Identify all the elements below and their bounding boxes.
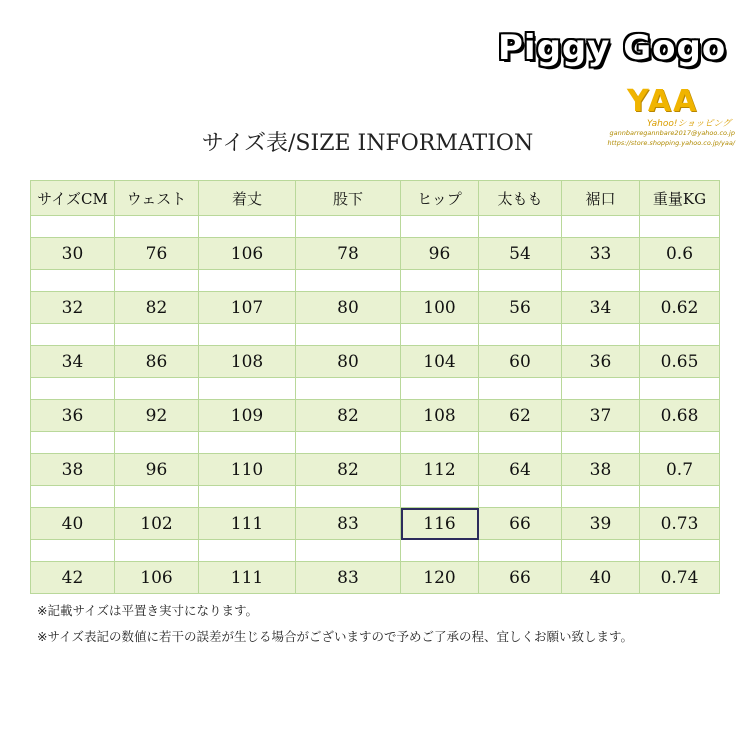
table-cell: 111 bbox=[199, 508, 296, 540]
table-cell: 40 bbox=[31, 508, 115, 540]
table-cell: 86 bbox=[115, 346, 199, 378]
table-cell: 80 bbox=[296, 292, 401, 324]
table-cell: 108 bbox=[199, 346, 296, 378]
table-cell: 30 bbox=[31, 238, 115, 270]
header-cell: 着丈 bbox=[199, 181, 296, 216]
table-cell: 0.74 bbox=[640, 562, 720, 594]
table-cell: 102 bbox=[115, 508, 199, 540]
table-row bbox=[31, 400, 720, 432]
table-row bbox=[31, 508, 720, 540]
table-cell: 110 bbox=[199, 454, 296, 486]
spacer-row bbox=[31, 432, 720, 454]
store-email: gannbarregannbare2017@yahoo.co.jp bbox=[609, 129, 735, 137]
table-cell: 107 bbox=[199, 292, 296, 324]
table-cell: 66 bbox=[479, 562, 562, 594]
table-cell: 60 bbox=[479, 346, 562, 378]
brand-logo: Piggy Gogo bbox=[498, 28, 727, 68]
table-cell: 66 bbox=[479, 508, 562, 540]
spacer-row bbox=[31, 324, 720, 346]
table-row bbox=[31, 292, 720, 324]
table-cell: 38 bbox=[562, 454, 640, 486]
table-cell: 96 bbox=[115, 454, 199, 486]
store-subtitle: Yahoo!ショッピング bbox=[647, 119, 732, 129]
table-cell: 42 bbox=[31, 562, 115, 594]
table-cell: 78 bbox=[296, 238, 401, 270]
table-cell: 106 bbox=[199, 238, 296, 270]
table-cell: 39 bbox=[562, 508, 640, 540]
table-cell: 0.7 bbox=[640, 454, 720, 486]
note-measurement: ※記載サイズは平置き実寸になります。 bbox=[37, 603, 258, 618]
spacer-row bbox=[31, 540, 720, 562]
spacer-row bbox=[31, 378, 720, 400]
table-cell: 37 bbox=[562, 400, 640, 432]
header-cell: 太もも bbox=[479, 181, 562, 216]
table-cell: 120 bbox=[401, 562, 479, 594]
note-tolerance: ※サイズ表記の数値に若干の誤差が生じる場合がございますので予めご了承の程、宜しくお願い致します。 bbox=[37, 629, 633, 644]
table-cell: 80 bbox=[296, 346, 401, 378]
table-cell: 83 bbox=[296, 562, 401, 594]
table-cell: 0.68 bbox=[640, 400, 720, 432]
table-cell: 56 bbox=[479, 292, 562, 324]
table-cell: 32 bbox=[31, 292, 115, 324]
spacer-row bbox=[31, 216, 720, 238]
table-cell: 38 bbox=[31, 454, 115, 486]
spacer-row bbox=[31, 270, 720, 292]
table-cell: 64 bbox=[479, 454, 562, 486]
store-logo-mark: YAA bbox=[627, 84, 699, 119]
table-cell: 106 bbox=[115, 562, 199, 594]
header-cell: 裾口 bbox=[562, 181, 640, 216]
table-cell: 54 bbox=[479, 238, 562, 270]
table-cell: 34 bbox=[562, 292, 640, 324]
size-table bbox=[30, 180, 720, 594]
table-cell: 0.62 bbox=[640, 292, 720, 324]
table-cell: 82 bbox=[296, 454, 401, 486]
table-cell: 36 bbox=[31, 400, 115, 432]
table-cell: 40 bbox=[562, 562, 640, 594]
table-header-row bbox=[31, 181, 720, 216]
table-cell: 83 bbox=[296, 508, 401, 540]
table-cell: 100 bbox=[401, 292, 479, 324]
table-cell: 109 bbox=[199, 400, 296, 432]
table-row bbox=[31, 454, 720, 486]
table-cell: 36 bbox=[562, 346, 640, 378]
selected-cell[interactable]: 116 bbox=[401, 508, 479, 540]
header-cell: 重量KG bbox=[640, 181, 720, 216]
table-cell: 112 bbox=[401, 454, 479, 486]
table-cell: 0.65 bbox=[640, 346, 720, 378]
table-cell: 82 bbox=[115, 292, 199, 324]
table-row bbox=[31, 346, 720, 378]
table-cell: 76 bbox=[115, 238, 199, 270]
header-cell: サイズCM bbox=[31, 181, 115, 216]
header-cell: ヒップ bbox=[401, 181, 479, 216]
table-row bbox=[31, 238, 720, 270]
header-cell: 股下 bbox=[296, 181, 401, 216]
store-url: https://store.shopping.yahoo.co.jp/yaa/ bbox=[607, 139, 735, 147]
table-cell: 34 bbox=[31, 346, 115, 378]
table-row bbox=[31, 562, 720, 594]
table-cell: 62 bbox=[479, 400, 562, 432]
table-cell: 104 bbox=[401, 346, 479, 378]
table-cell: 111 bbox=[199, 562, 296, 594]
page-title: サイズ表/SIZE INFORMATION bbox=[201, 131, 534, 156]
table-cell: 0.6 bbox=[640, 238, 720, 270]
table-cell: 33 bbox=[562, 238, 640, 270]
table-cell: 0.73 bbox=[640, 508, 720, 540]
header-cell: ウェスト bbox=[115, 181, 199, 216]
spacer-row bbox=[31, 486, 720, 508]
table-cell: 92 bbox=[115, 400, 199, 432]
table-cell: 82 bbox=[296, 400, 401, 432]
table-cell: 96 bbox=[401, 238, 479, 270]
table-cell: 108 bbox=[401, 400, 479, 432]
